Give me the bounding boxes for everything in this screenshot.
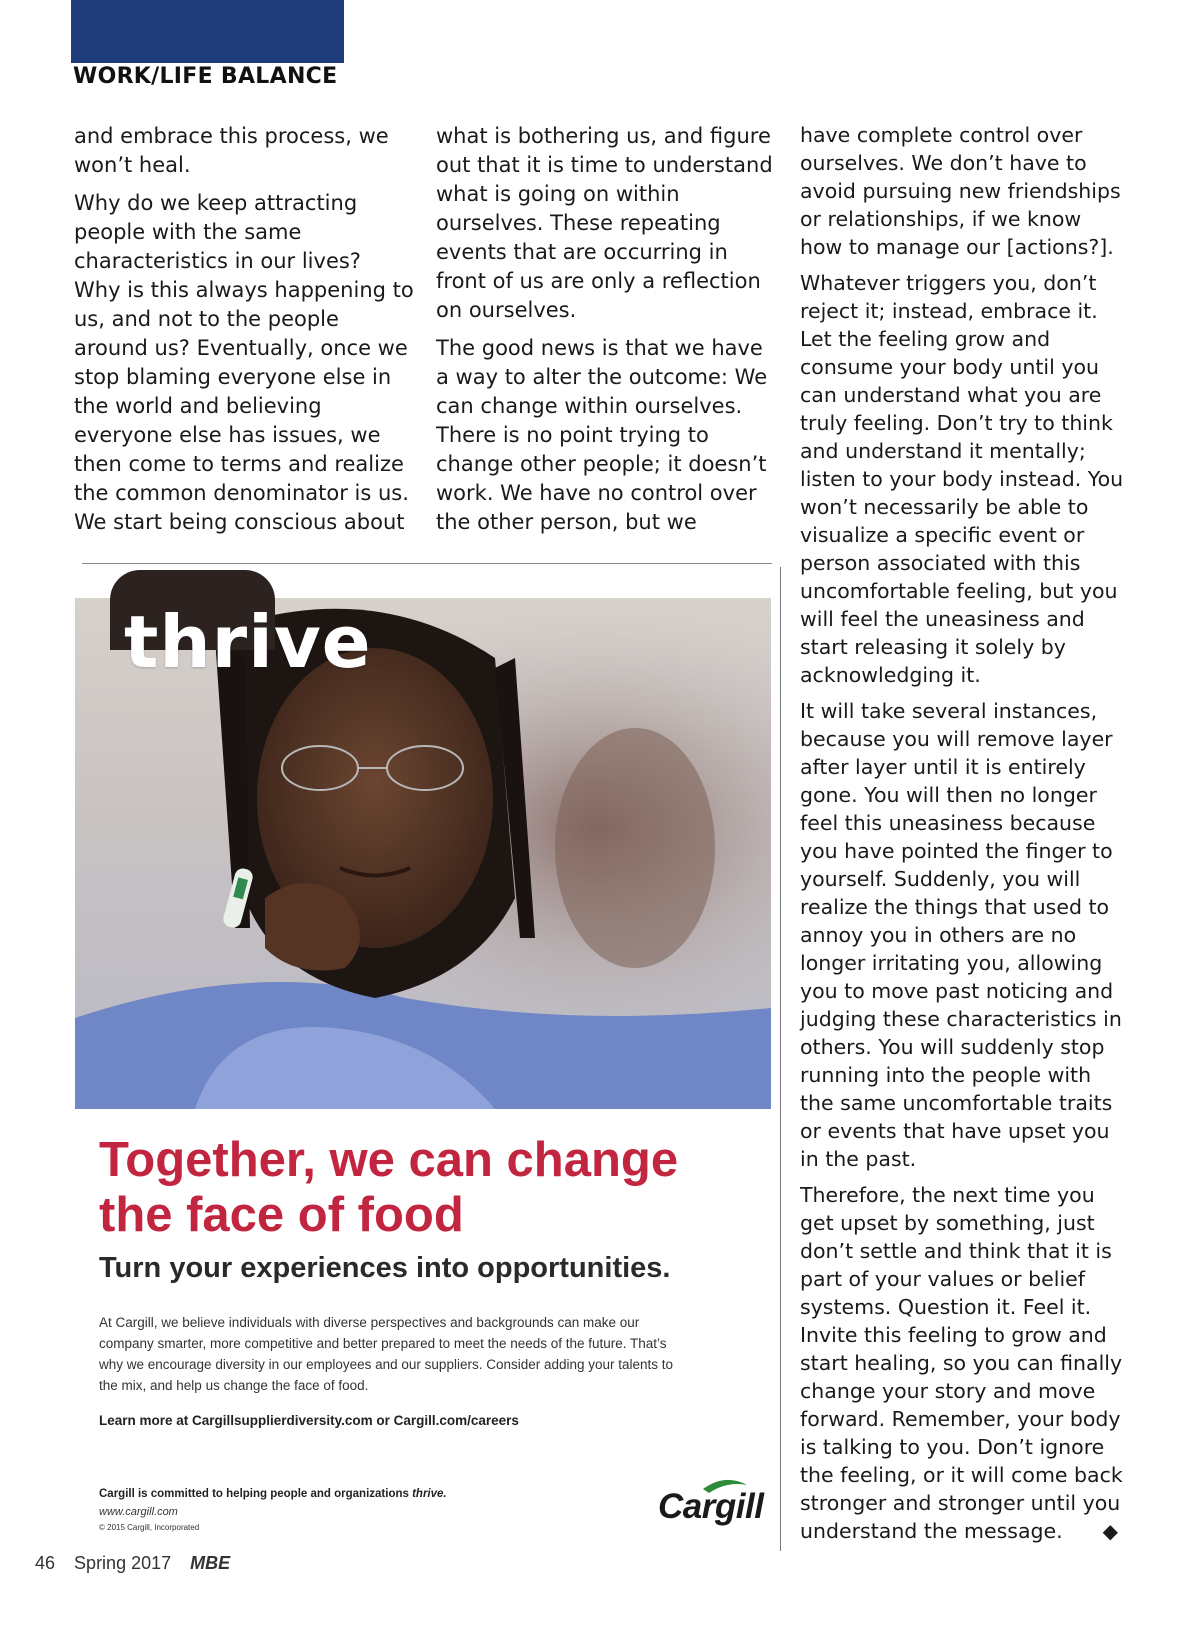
article-column-3 [800, 121, 1128, 1553]
page-footer [35, 1553, 244, 1574]
paragraph: Why do we keep attracting people with the same characteristics in our lives? Why is this always happening to us, and not to the people around us? Eventually, once we stop blaming everyone else in the world and believing everyone else has issues, we then come to terms and realize the common denominator is us. We start being conscious about [74, 191, 414, 534]
ad-copyright: © 2015 Cargill, Incorporated [99, 1523, 200, 1532]
issue-date: Spring 2017 [74, 1553, 172, 1573]
ad-url: www.cargill.com [99, 1506, 178, 1518]
ad-commitment-text: Cargill is committed to helping people and organizations [99, 1488, 413, 1500]
paragraph: and embrace this process, we won’t heal. [74, 124, 389, 177]
column-divider [780, 567, 781, 1551]
paragraph [800, 1181, 1128, 1545]
paragraph: The good news is that we have a way to alter the outcome: We can change within ourselves. There is no point trying to change other people; it doesn’t work. We have no control over the other person, but we [436, 336, 768, 534]
section-title: WORK/LIFE BALANCE [73, 64, 338, 89]
magazine-name: MBE [190, 1553, 231, 1573]
ad-commitment-emphasis: thrive. [412, 1488, 447, 1500]
paragraph: It will take several instances, because you will remove layer after layer until it is entirely gone. You will then no longer feel this uneasiness because you have pointed the finger to yourself. Suddenly, you will realize the things that used to annoy you in others are no longer irritating you, allowing you to move past noticing and judging these characteristics in others. You will suddenly stop running into the people with the same uncomfortable traits or events that have upset you in the past. [800, 699, 1122, 1171]
paragraph-text: Therefore, the next time you get upset by something, just don’t settle and think that it is part of your values or belief systems. Question it. Feel it. Invite this feeling to grow and start healing, so you can finally change your story and move forward. Remember, your body is talking to you. Don’t ignore the feeling, or it will come back stronger and stronger until you understand the message. [800, 1183, 1123, 1543]
paragraph: Whatever triggers you, don’t reject it; instead, embrace it. Let the feeling grow and consume your body until you can understand what you are truly feeling. Don’t try to think and understand it mentally; listen to your body instead. You won’t necessarily be able to visualize a specific event or person associated with this uncomfortable feeling, but you will feel the uneasiness and start releasing it solely by acknowledging it. [800, 271, 1124, 687]
cargill-logo-text: Cargill [658, 1487, 764, 1526]
article-column-2 [436, 122, 776, 546]
ad-commitment [99, 1488, 447, 1500]
paragraph: have complete control over ourselves. We don’t have to avoid pursuing new friendships or relationships, if we know how to manage our [actions?]. [800, 123, 1121, 259]
ad-top-rule [82, 563, 772, 564]
header-color-bar [71, 0, 344, 63]
end-mark-icon: ◆ [1102, 1519, 1119, 1543]
page-number: 46 [35, 1553, 56, 1573]
ad-body-text: At Cargill, we believe individuals with diverse perspectives and backgrounds can make our company smarter, more competitive and better prepared to meet the needs of the future. That’s why we encourage diversity in our employees and our suppliers. Consider adding your talents to the mix, and help us change the face of food. [99, 1315, 674, 1393]
cargill-advertisement [75, 570, 771, 1545]
ad-learn-more: Learn more at Cargillsupplierdiversity.com or Cargill.com/careers [99, 1413, 519, 1428]
ad-headline: Together, we can change the face of food [99, 1133, 679, 1242]
ad-subhead: Turn your experiences into opportunities. [99, 1252, 671, 1284]
paragraph: what is bothering us, and figure out that it is time to understand what is going on within ourselves. These repeating events that are occurring in front of us are only a reflection on ourselves. [436, 124, 773, 322]
ad-brand-wordmark: thrive [124, 600, 372, 684]
article-column-1 [74, 122, 414, 546]
